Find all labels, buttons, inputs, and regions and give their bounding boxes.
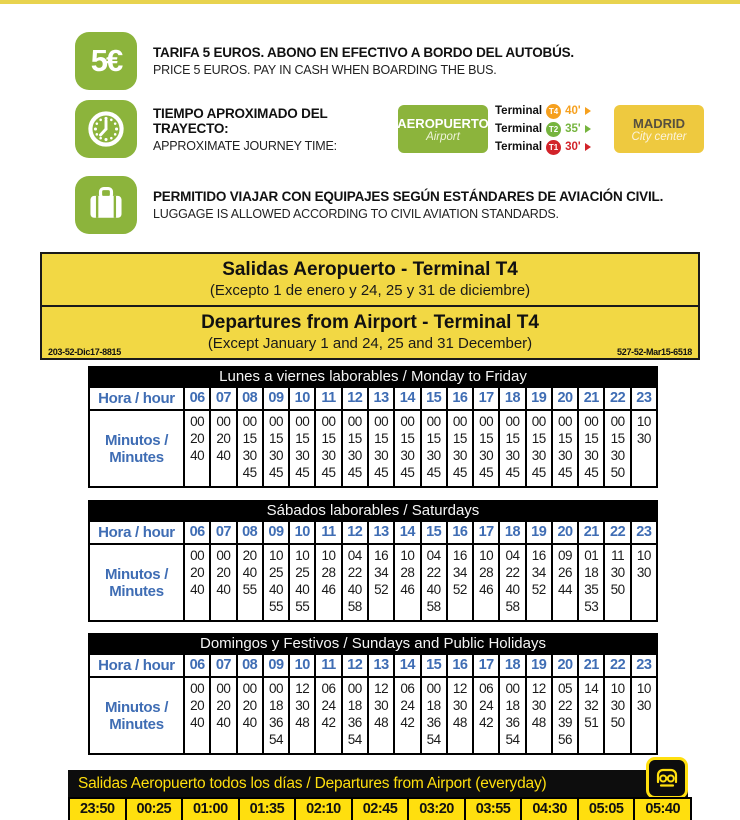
night-time-cell: 02:45 <box>353 799 408 820</box>
hour-cell: 11 <box>316 655 340 676</box>
journey-time-section <box>75 100 704 158</box>
hour-cell: 22 <box>605 655 629 676</box>
madrid-title: MADRID <box>633 115 685 131</box>
airport-box <box>398 105 488 153</box>
minutes-cell: 12 30 48 <box>448 678 472 753</box>
minutes-cell: 10 30 50 <box>605 678 629 753</box>
fare-section <box>75 32 574 90</box>
minutes-cell: 00 15 30 45 <box>422 411 446 486</box>
hour-cell: 17 <box>474 388 498 409</box>
fare-amount: 5€ <box>90 43 122 78</box>
minutes-cell: 16 34 52 <box>527 545 551 620</box>
hour-cell: 16 <box>448 388 472 409</box>
timetable-sundays-grid <box>88 655 658 755</box>
hour-cell: 10 <box>290 655 314 676</box>
minutes-cell: 00 20 40 <box>185 678 209 753</box>
banner-title-en: Departures from Airport - Terminal T4 <box>201 312 539 333</box>
hour-cell: 07 <box>211 655 235 676</box>
hour-cell: 09 <box>264 388 288 409</box>
minutes-cell: 10 28 46 <box>316 545 340 620</box>
minutes-cell: 00 15 30 45 <box>264 411 288 486</box>
minutes-row-label: Minutos / Minutes <box>90 678 183 753</box>
hour-cell: 06 <box>185 388 209 409</box>
minutes-cell: 06 24 42 <box>474 678 498 753</box>
minutes-cell: 00 15 30 45 <box>238 411 262 486</box>
hour-cell: 23 <box>632 522 656 543</box>
hour-cell: 16 <box>448 522 472 543</box>
minutes-cell: 09 26 44 <box>553 545 577 620</box>
minutes-cell: 00 15 30 45 <box>527 411 551 486</box>
luggage-icon <box>75 176 137 234</box>
terminal-label: Terminal <box>495 123 543 135</box>
luggage-text <box>153 189 663 221</box>
minutes-cell: 00 18 36 54 <box>264 678 288 753</box>
hour-cell: 12 <box>343 655 367 676</box>
luggage-title-es: PERMITIDO VIAJAR CON EQUIPAJES SEGÚN ESTÁNDARES DE AVIACIÓN CIVIL. <box>153 189 664 204</box>
timetable-sundays <box>88 633 658 755</box>
departures-banner <box>40 252 700 360</box>
journey-widget <box>398 104 704 155</box>
night-time-cell: 23:50 <box>70 799 125 820</box>
hour-cell: 23 <box>632 388 656 409</box>
hour-cell: 14 <box>395 388 419 409</box>
terminal-badge: T2 <box>546 122 561 137</box>
hour-cell: 15 <box>422 388 446 409</box>
terminal-times <box>495 104 607 155</box>
hour-cell: 20 <box>553 388 577 409</box>
madrid-subtitle: City center <box>631 130 687 143</box>
minutes-cell: 10 30 <box>632 411 656 486</box>
timetable-sundays-title: Domingos y Festivos / Sundays and Public Holidays <box>88 633 658 655</box>
fare-text <box>153 45 574 77</box>
fare-5-euro-icon <box>75 32 137 90</box>
fare-title-es: TARIFA 5 EUROS. ABONO EN EFECTIVO A BORDO DEL AUTOBÚS. <box>153 45 574 60</box>
terminal-label: Terminal <box>495 141 543 153</box>
hour-cell: 23 <box>632 655 656 676</box>
night-time-cell: 05:40 <box>635 799 690 820</box>
hour-row-label: Hora / hour <box>90 522 183 543</box>
hour-cell: 20 <box>553 655 577 676</box>
banner-spanish <box>42 254 698 305</box>
terminal-time: 30' <box>565 141 581 153</box>
hour-cell: 17 <box>474 655 498 676</box>
minutes-cell: 10 25 40 55 <box>264 545 288 620</box>
minutes-cell: 00 18 36 54 <box>500 678 524 753</box>
minutes-cell: 16 34 52 <box>448 545 472 620</box>
minutes-cell: 00 18 36 54 <box>422 678 446 753</box>
night-departures-bar <box>68 770 688 797</box>
minutes-cell: 12 30 48 <box>369 678 393 753</box>
hour-cell: 06 <box>185 522 209 543</box>
minutes-cell: 10 25 40 55 <box>290 545 314 620</box>
print-code-right: 527-52-Mar15-6518 <box>617 347 692 357</box>
hour-cell: 07 <box>211 388 235 409</box>
hour-cell: 19 <box>527 655 551 676</box>
minutes-cell: 00 15 30 50 <box>605 411 629 486</box>
hour-cell: 08 <box>238 522 262 543</box>
terminal-row <box>495 140 607 155</box>
timetable-weekdays-grid <box>88 388 658 488</box>
minutes-cell: 10 30 <box>632 545 656 620</box>
minutes-cell: 14 32 51 <box>579 678 603 753</box>
minutes-row-label: Minutos / Minutes <box>90 545 183 620</box>
minutes-cell: 04 22 40 58 <box>422 545 446 620</box>
minutes-row-label: Minutos / Minutes <box>90 411 183 486</box>
fare-title-en: PRICE 5 EUROS. PAY IN CASH WHEN BOARDING THE BUS. <box>153 63 497 77</box>
hour-cell: 20 <box>553 522 577 543</box>
madrid-box <box>614 105 704 153</box>
hour-cell: 19 <box>527 522 551 543</box>
night-time-cell: 04:30 <box>522 799 577 820</box>
minutes-cell: 00 20 40 <box>211 545 235 620</box>
timetable-saturdays-title: Sábados laborables / Saturdays <box>88 500 658 522</box>
hour-cell: 18 <box>500 388 524 409</box>
minutes-cell: 06 24 42 <box>395 678 419 753</box>
minutes-cell: 00 15 30 45 <box>579 411 603 486</box>
hour-cell: 15 <box>422 655 446 676</box>
hour-row-label: Hora / hour <box>90 655 183 676</box>
minutes-cell: 12 30 48 <box>527 678 551 753</box>
luggage-section <box>75 176 663 234</box>
hour-cell: 12 <box>343 522 367 543</box>
minutes-cell: 16 34 52 <box>369 545 393 620</box>
terminal-time: 40' <box>565 105 581 117</box>
hour-cell: 17 <box>474 522 498 543</box>
minutes-cell: 00 15 30 45 <box>290 411 314 486</box>
terminal-badge: T1 <box>546 140 561 155</box>
night-time-cell: 02:10 <box>296 799 351 820</box>
minutes-cell: 05 22 39 56 <box>553 678 577 753</box>
hour-cell: 11 <box>316 388 340 409</box>
hour-cell: 10 <box>290 388 314 409</box>
hour-cell: 16 <box>448 655 472 676</box>
night-time-cell: 05:05 <box>579 799 634 820</box>
hour-cell: 22 <box>605 522 629 543</box>
hour-cell: 13 <box>369 388 393 409</box>
minutes-cell: 04 22 40 58 <box>343 545 367 620</box>
print-codes <box>48 347 692 357</box>
hour-cell: 10 <box>290 522 314 543</box>
hour-cell: 12 <box>343 388 367 409</box>
minutes-cell: 10 28 46 <box>395 545 419 620</box>
minutes-cell: 20 40 55 <box>238 545 262 620</box>
timetable-weekdays <box>88 366 658 488</box>
airport-subtitle: Airport <box>426 130 460 143</box>
hour-row-label: Hora / hour <box>90 388 183 409</box>
minutes-cell: 00 18 36 54 <box>343 678 367 753</box>
arrow-right-icon <box>585 143 591 151</box>
minutes-cell: 04 22 40 58 <box>500 545 524 620</box>
hour-cell: 09 <box>264 522 288 543</box>
minutes-cell: 12 30 48 <box>290 678 314 753</box>
print-code-left: 203-52-Dic17-8815 <box>48 347 121 357</box>
terminal-label: Terminal <box>495 105 543 117</box>
hour-cell: 07 <box>211 522 235 543</box>
night-bus-icon <box>646 757 688 799</box>
minutes-cell: 00 15 30 45 <box>343 411 367 486</box>
hour-cell: 18 <box>500 655 524 676</box>
minutes-cell: 00 15 30 45 <box>395 411 419 486</box>
minutes-cell: 00 20 40 <box>185 411 209 486</box>
luggage-title-en: LUGGAGE IS ALLOWED ACCORDING TO CIVIL AVIATION STANDARDS. <box>153 207 559 221</box>
journey-time-text <box>153 106 398 153</box>
minutes-cell: 00 15 30 45 <box>500 411 524 486</box>
timetable-saturdays-grid <box>88 522 658 622</box>
hour-cell: 11 <box>316 522 340 543</box>
minutes-cell: 00 15 30 45 <box>474 411 498 486</box>
hour-cell: 15 <box>422 522 446 543</box>
minutes-cell: 01 18 35 53 <box>579 545 603 620</box>
hour-cell: 13 <box>369 655 393 676</box>
night-time-cell: 00:25 <box>127 799 182 820</box>
hour-cell: 13 <box>369 522 393 543</box>
night-time-cell: 03:20 <box>409 799 464 820</box>
banner-title-es: Salidas Aeropuerto - Terminal T4 <box>222 259 518 280</box>
hour-cell: 21 <box>579 655 603 676</box>
night-time-cell: 01:00 <box>183 799 238 820</box>
terminal-row <box>495 122 607 137</box>
hour-cell: 14 <box>395 522 419 543</box>
minutes-cell: 00 20 40 <box>238 678 262 753</box>
hour-cell: 22 <box>605 388 629 409</box>
terminal-row <box>495 104 607 119</box>
minutes-cell: 10 30 <box>632 678 656 753</box>
journey-title-es: TIEMPO APROXIMADO DEL TRAYECTO: <box>153 105 328 136</box>
minutes-cell: 10 28 46 <box>474 545 498 620</box>
hour-cell: 14 <box>395 655 419 676</box>
night-departures-title: Salidas Aeropuerto todos los días / Departures from Airport (everyday) <box>78 775 547 792</box>
hour-cell: 21 <box>579 522 603 543</box>
timetable-weekdays-title: Lunes a viernes laborables / Monday to Friday <box>88 366 658 388</box>
night-time-cell: 03:55 <box>466 799 521 820</box>
airport-title: AEROPUERTO <box>397 115 489 131</box>
top-accent-bar <box>0 0 740 4</box>
hour-cell: 18 <box>500 522 524 543</box>
hour-cell: 08 <box>238 388 262 409</box>
night-times-row <box>68 797 692 820</box>
minutes-cell: 00 15 30 45 <box>369 411 393 486</box>
hour-cell: 08 <box>238 655 262 676</box>
minutes-cell: 00 15 30 45 <box>316 411 340 486</box>
banner-subtitle-en: (Except January 1 and 24, 25 and 31 December) <box>207 335 533 352</box>
arrow-right-icon <box>585 107 591 115</box>
minutes-cell: 06 24 42 <box>316 678 340 753</box>
minutes-cell: 00 20 40 <box>211 678 235 753</box>
timetable-saturdays <box>88 500 658 622</box>
minutes-cell: 00 15 30 45 <box>553 411 577 486</box>
minutes-cell: 00 20 40 <box>211 411 235 486</box>
clock-icon <box>75 100 137 158</box>
hour-cell: 19 <box>527 388 551 409</box>
minutes-cell: 11 30 50 <box>605 545 629 620</box>
hour-cell: 21 <box>579 388 603 409</box>
terminal-time: 35' <box>565 123 581 135</box>
hour-cell: 06 <box>185 655 209 676</box>
hour-cell: 09 <box>264 655 288 676</box>
arrow-right-icon <box>585 125 591 133</box>
minutes-cell: 00 20 40 <box>185 545 209 620</box>
night-time-cell: 01:35 <box>240 799 295 820</box>
terminal-badge: T4 <box>546 104 561 119</box>
minutes-cell: 00 15 30 45 <box>448 411 472 486</box>
banner-subtitle-es: (Excepto 1 de enero y 24, 25 y 31 de diciembre) <box>209 282 531 299</box>
journey-title-en: APPROXIMATE JOURNEY TIME: <box>153 138 337 153</box>
